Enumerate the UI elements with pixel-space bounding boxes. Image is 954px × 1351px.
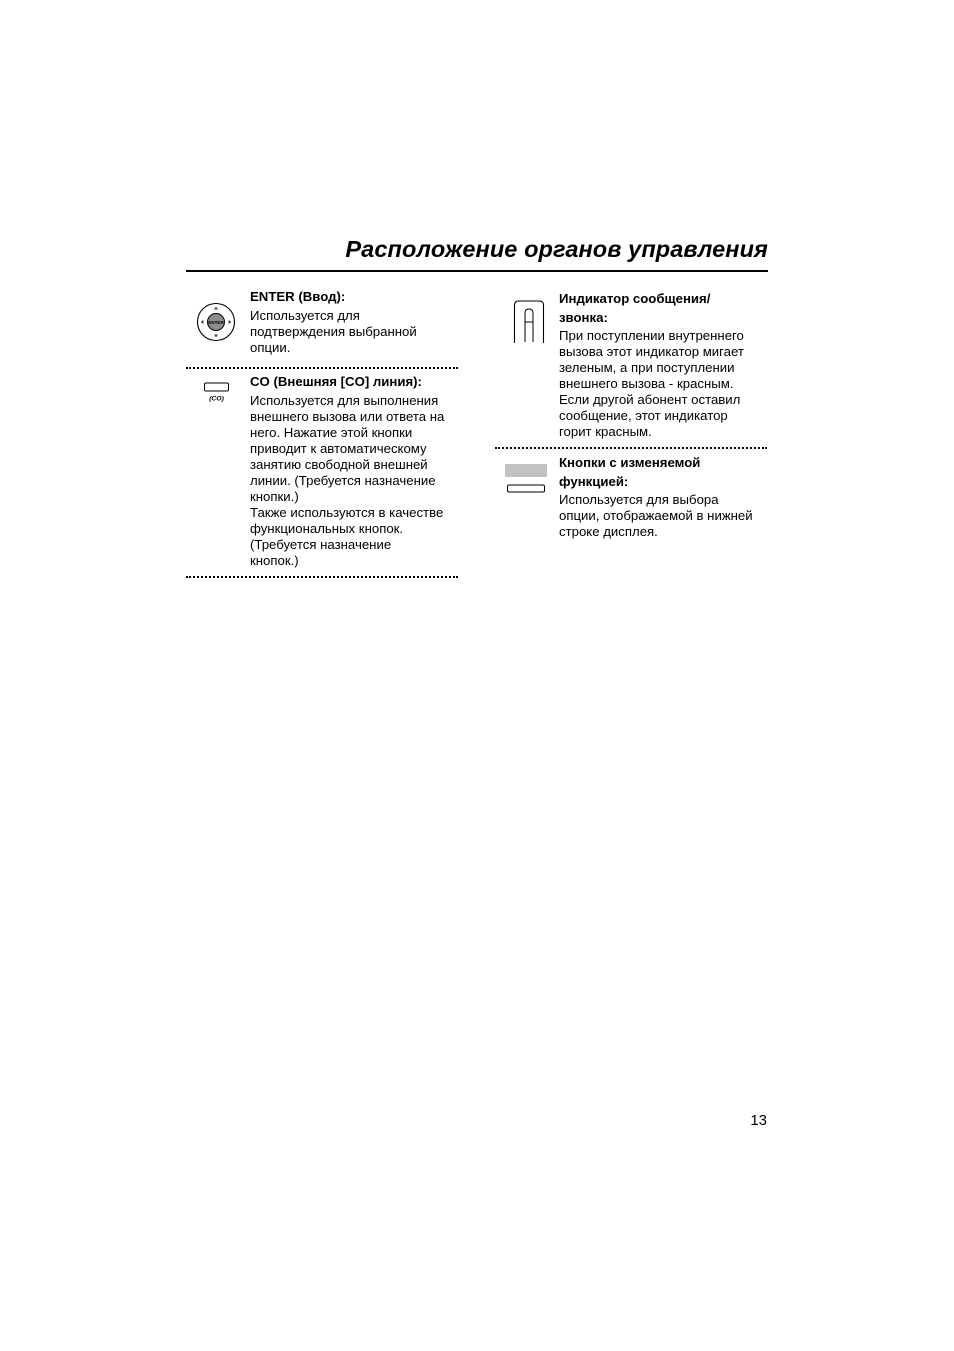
divider-right-1 (495, 447, 767, 449)
page-title: Расположение органов управления (345, 236, 768, 262)
co-icon-label: (CO) (209, 395, 224, 403)
co-button-icon (203, 382, 231, 404)
enter-icon-label: ENTER (208, 319, 224, 325)
soft-buttons-entry (559, 453, 771, 540)
indicator-heading: Индикатор сообщения/ звонка: (559, 291, 711, 325)
page-number: 13 (750, 1112, 767, 1129)
indicator-description: При поступлении внутреннего вызова этот индикатор мигает зеленым, а при поступлении внешнего вызова - красным. Если другой абонент оставил сообщение, этот индикатор горит красным. (559, 328, 744, 439)
soft-buttons-heading: Кнопки с изменяемой функцией: (559, 455, 701, 489)
co-entry (250, 374, 465, 569)
soft-buttons-description: Используется для выбора опции, отображаемой в нижней строке дисплея. (559, 492, 753, 539)
soft-buttons-icon (504, 464, 548, 496)
enter-navigator-icon (196, 302, 236, 342)
co-heading: CO (Внешняя [CO] линия): (250, 374, 422, 389)
message-ringer-indicator-icon (512, 298, 546, 344)
title-rule (186, 270, 768, 272)
indicator-entry (559, 289, 771, 440)
enter-heading: ENTER (Ввод): (250, 289, 346, 304)
co-description: Используется для выполнения внешнего вызова или ответа на него. Нажатие этой кнопки приводит к автоматическому занятию свободной внешней линии. (Требуется назначение кнопки.) Также используются в качестве функциональных кнопок. (Требуется назначение кнопок.) (250, 393, 445, 568)
enter-description: Используется для подтверждения выбранной опции. (250, 308, 417, 355)
divider-left-2 (186, 576, 458, 578)
enter-entry (250, 289, 465, 356)
divider-left-1 (186, 367, 458, 369)
